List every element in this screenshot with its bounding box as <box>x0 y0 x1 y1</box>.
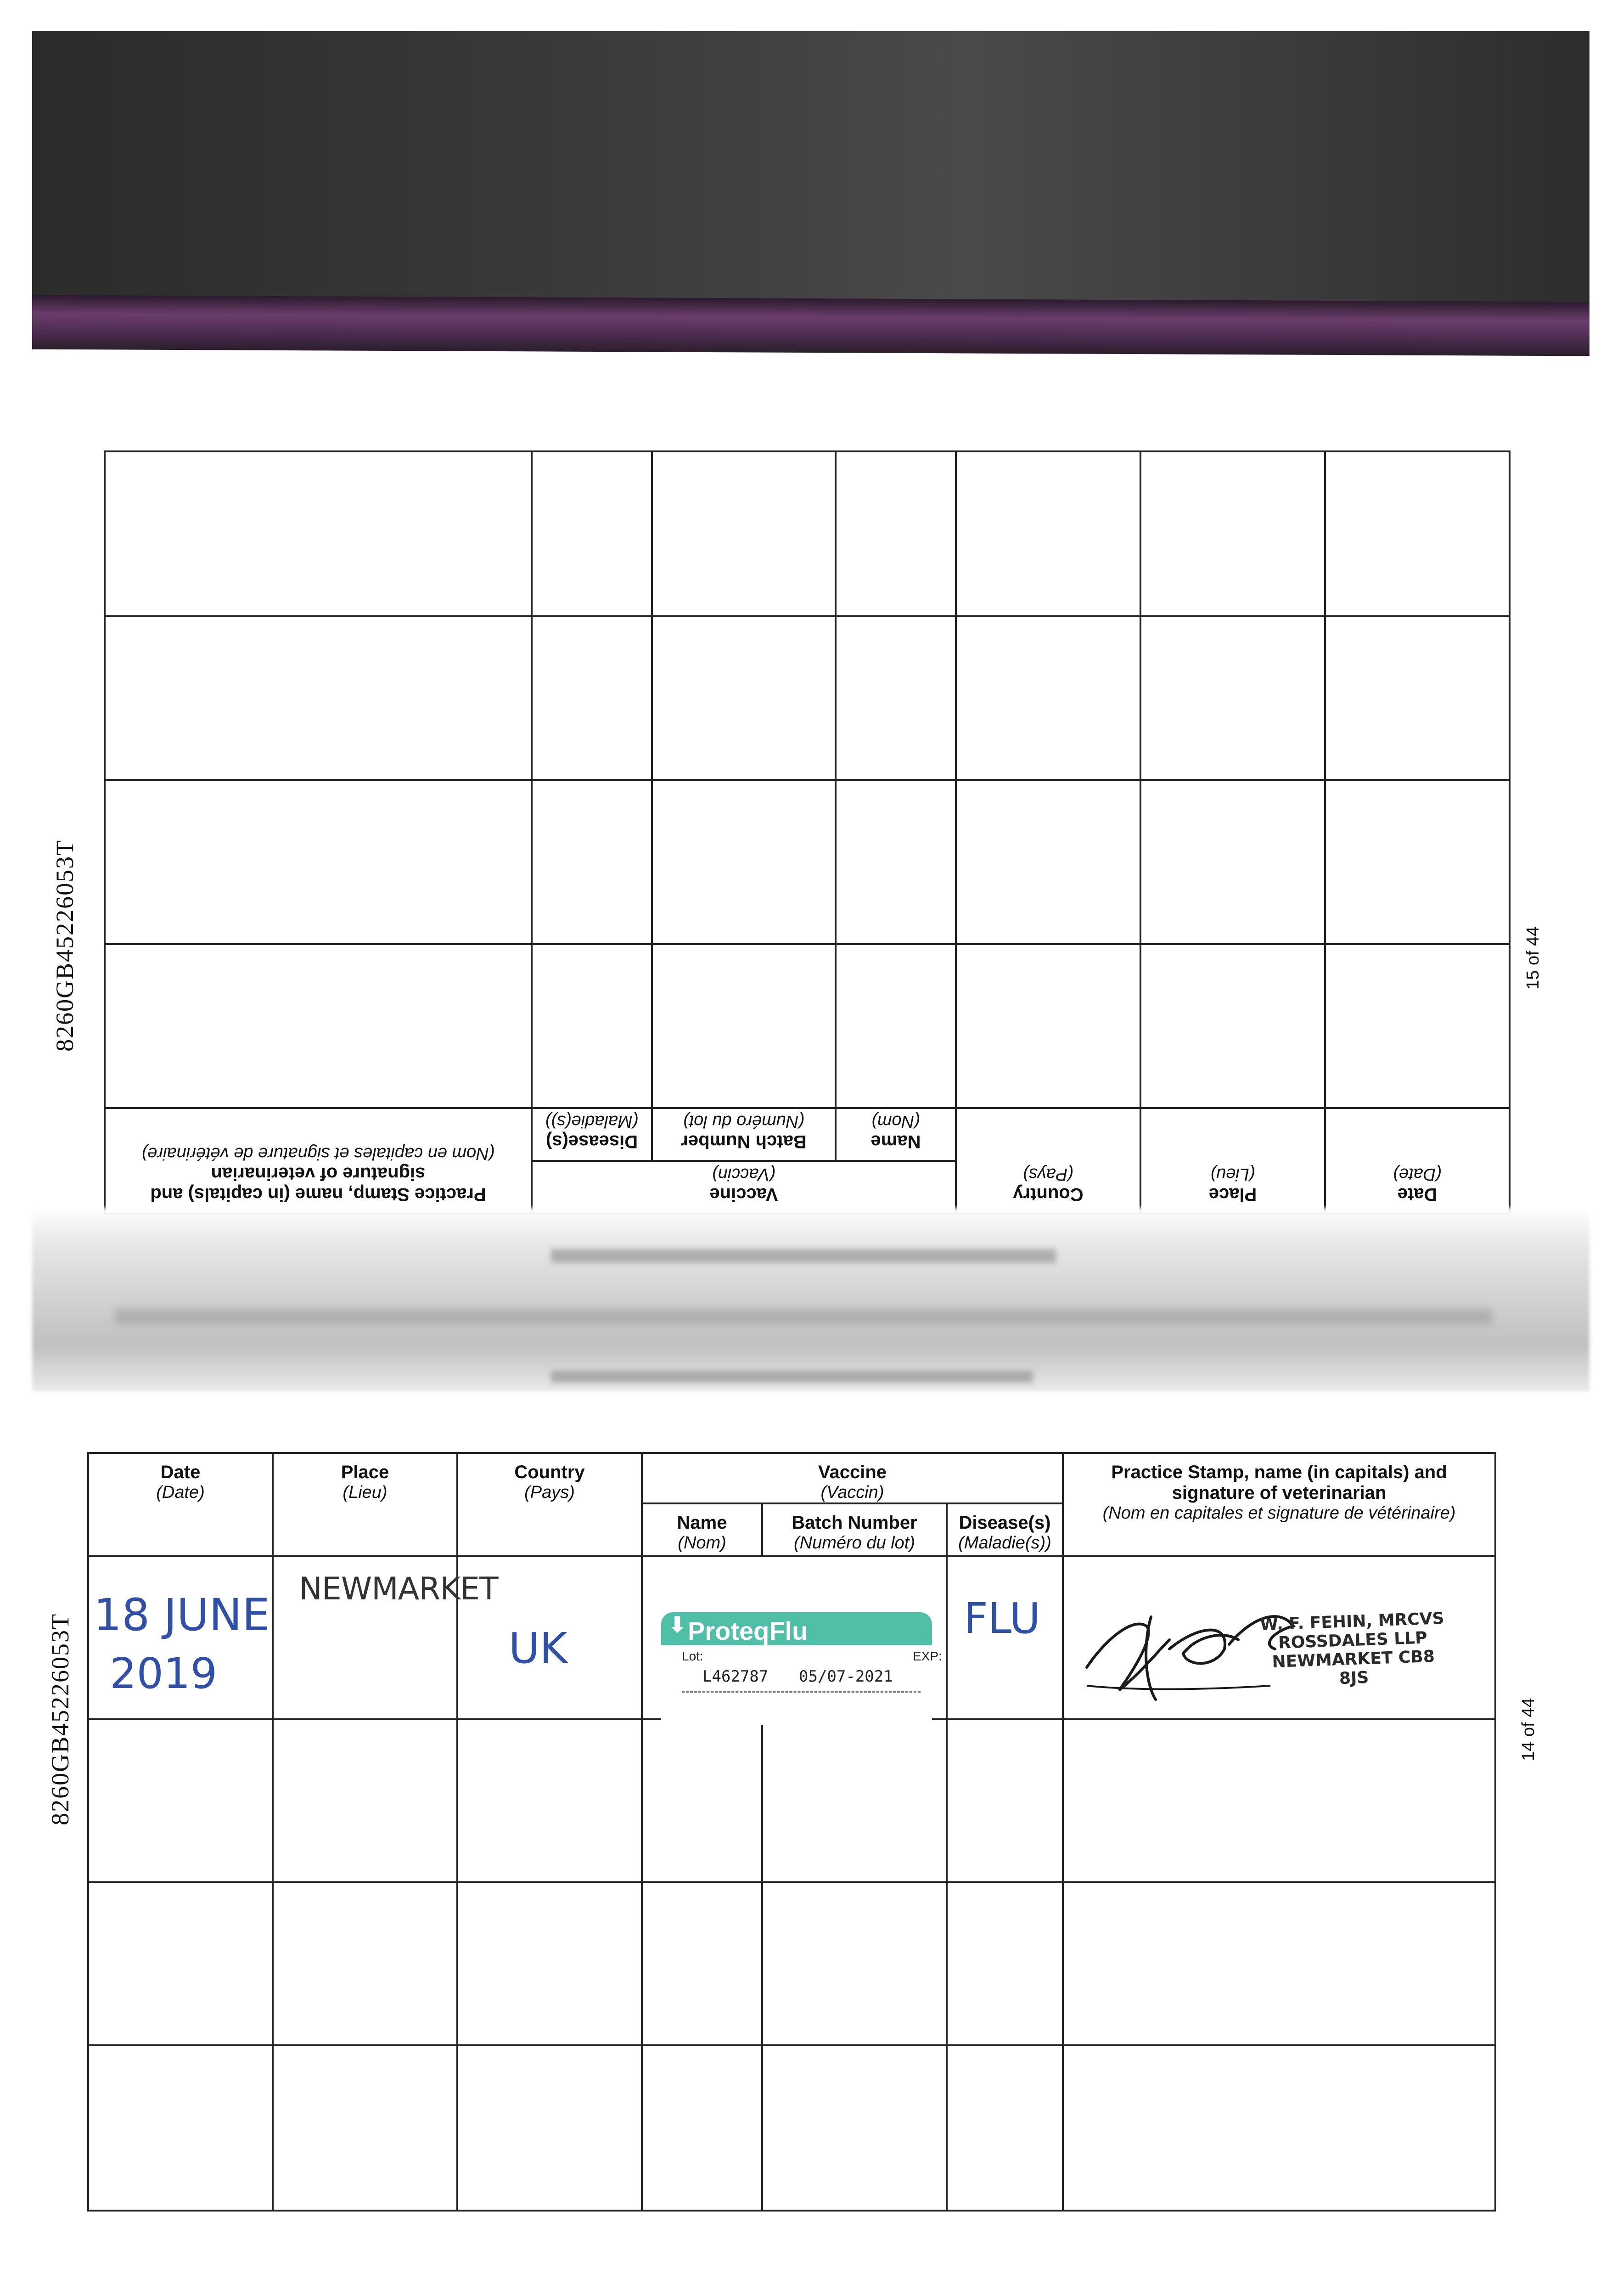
empty-cell <box>836 780 956 944</box>
empty-cell <box>1325 451 1510 616</box>
empty-cell <box>1063 2045 1495 2211</box>
sticker-tear-line <box>682 1691 921 1693</box>
empty-cell <box>1140 616 1325 780</box>
header-date: Date (Date) <box>88 1453 273 1556</box>
scan-blurred-fold <box>32 1208 1589 1391</box>
empty-cell <box>642 1719 762 1882</box>
header-vaccine: Vaccine (Vaccin) <box>642 1453 1063 1503</box>
empty-cell <box>762 1882 947 2045</box>
entry-date-line1: 18 JUNE <box>94 1589 270 1641</box>
table-row <box>88 1556 1495 1719</box>
empty-cell <box>652 944 836 1108</box>
empty-cell <box>532 780 652 944</box>
header-country: Country (Pays) <box>457 1453 642 1556</box>
blurred-text-line <box>551 1371 1033 1383</box>
empty-cell <box>1325 780 1510 944</box>
drop-icon: ⬇ <box>668 1613 686 1637</box>
header-date: Date (Date) <box>1325 1108 1510 1214</box>
empty-cell <box>836 616 956 780</box>
empty-cell <box>1063 1719 1495 1882</box>
empty-cell <box>88 2045 273 2211</box>
empty-cell <box>88 1719 273 1882</box>
empty-cell <box>1063 1882 1495 2045</box>
blurred-text-line <box>551 1249 1056 1263</box>
page-number-lower: 14 of 44 <box>1519 1698 1538 1761</box>
vaccine-brand: ProteqFlu <box>688 1616 808 1645</box>
empty-cell <box>652 780 836 944</box>
header-batch: Batch Number (Numéro du lot) <box>652 1108 836 1161</box>
header-disease: Disease(s) (Maladie(s)) <box>532 1108 652 1161</box>
header-batch: Batch Number (Numéro du lot) <box>762 1503 947 1556</box>
stamp-line-address: NEWMARKET CB8 8JS <box>1271 1647 1435 1688</box>
empty-cell <box>956 780 1140 944</box>
scan-dark-band <box>32 31 1589 311</box>
empty-cell <box>457 2045 642 2211</box>
empty-cell <box>105 780 532 944</box>
entry-vaccine-cell <box>642 1556 947 1719</box>
header-practice: Practice Stamp, name (in capitals) and signature of veterinarian (Nom en capitales et signature de vétérinaire) <box>105 1108 532 1214</box>
entry-date-cell <box>88 1556 273 1719</box>
header-country: Country (Pays) <box>956 1108 1140 1214</box>
header-name: Name (Nom) <box>642 1503 762 1556</box>
stamp-line-practice: ROSSDALES LLP <box>1278 1628 1428 1653</box>
empty-cell <box>642 2045 762 2211</box>
entry-place: NEWMARKET <box>299 1571 498 1607</box>
entry-date-line2: 2019 <box>110 1649 218 1698</box>
empty-cell <box>532 451 652 616</box>
empty-cell <box>1140 780 1325 944</box>
empty-cell <box>652 451 836 616</box>
entry-place-cell <box>273 1556 498 1719</box>
serial-number-upper: 8260GB45226053T <box>51 839 79 1052</box>
empty-cell <box>88 1882 273 2045</box>
empty-cell <box>652 616 836 780</box>
stamp-line-name: W. F. FEHIN, MRCVS <box>1259 1609 1445 1635</box>
entry-country: UK <box>509 1624 567 1673</box>
exp-value: 05/07-2021 <box>799 1667 893 1686</box>
header-practice: Practice Stamp, name (in capitals) and signature of veterinarian (Nom en capitales et signature de vétérinaire) <box>1063 1453 1495 1556</box>
empty-cell <box>457 1882 642 2045</box>
empty-cell <box>273 2045 457 2211</box>
entry-practice-cell <box>1063 1556 1495 1719</box>
header-vaccine: Vaccine (Vaccin) <box>532 1161 956 1214</box>
serial-number-lower: 8260GB45226053T <box>46 1613 74 1825</box>
empty-cell <box>1325 944 1510 1108</box>
empty-cell <box>947 1882 1063 2045</box>
entry-disease-cell <box>947 1556 1063 1719</box>
empty-cell <box>532 616 652 780</box>
vaccine-label-sticker <box>661 1612 942 1725</box>
empty-cell <box>642 1882 762 2045</box>
empty-cell <box>956 944 1140 1108</box>
empty-cell <box>273 1882 457 2045</box>
empty-cell <box>836 944 956 1108</box>
empty-cell <box>273 1719 457 1882</box>
header-place: Place (Lieu) <box>273 1453 457 1556</box>
lot-label: Lot: <box>682 1649 703 1663</box>
upper-page-table <box>106 452 1511 1215</box>
empty-cell <box>956 451 1140 616</box>
entry-country-cell <box>457 1556 642 1719</box>
empty-cell <box>836 451 956 616</box>
empty-cell <box>956 616 1140 780</box>
blurred-text-line <box>115 1309 1492 1324</box>
header-place: Place (Lieu) <box>1140 1108 1325 1214</box>
empty-cell <box>762 1719 947 1882</box>
vaccination-record-table <box>87 1452 1494 2210</box>
scan-purple-strip <box>32 295 1589 356</box>
page-number-upper: 15 of 44 <box>1523 926 1543 990</box>
empty-cell <box>1140 944 1325 1108</box>
entry-disease: FLU <box>964 1594 1040 1643</box>
empty-cell <box>947 2045 1063 2211</box>
empty-cell <box>947 1719 1063 1882</box>
header-name: Name (Nom) <box>836 1108 956 1161</box>
exp-label: EXP: <box>913 1649 942 1663</box>
lot-value: L462787 <box>702 1667 769 1686</box>
empty-cell <box>1140 451 1325 616</box>
empty-cell <box>105 451 532 616</box>
header-disease: Disease(s) (Maladie(s)) <box>947 1503 1063 1556</box>
empty-cell <box>532 944 652 1108</box>
empty-cell <box>105 944 532 1108</box>
empty-cell <box>105 616 532 780</box>
empty-cell <box>762 2045 947 2211</box>
empty-cell <box>457 1719 642 1882</box>
practice-stamp <box>1255 1609 1450 1691</box>
empty-cell <box>1325 616 1510 780</box>
